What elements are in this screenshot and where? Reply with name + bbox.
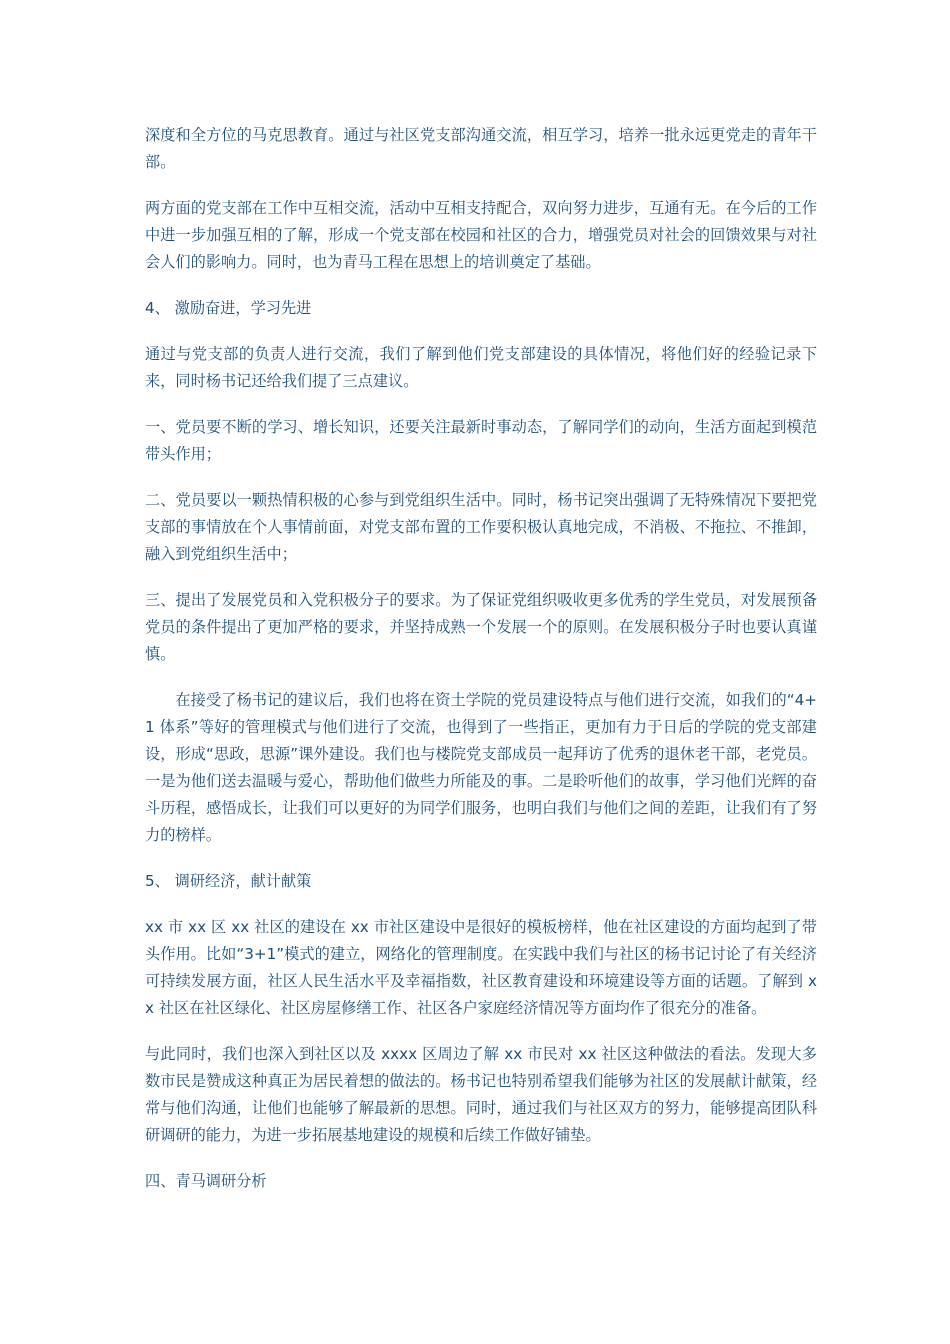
suggestion-1: 一、党员要不断的学习、增长知识，还要关注最新时事动态，了解同学们的动向，生活方面起到模范带头作用；	[145, 418, 817, 463]
paragraph-5: 与此同时，我们也深入到社区以及 xxxx 区周边了解 xx 市民对 xx 社区这种做法的看法。发现大多数市民是赞成这种真正为居民着想的做法的。杨书记也特别希望我们能够为社区的发展献计献策，经常与他们沟通，让他们也能够了解最新的思想。同时，通过我们与社区双方的努力，能够提高团队科研调研的能力，为进一步拓展基地建设的规模和后续工作做好铺垫。	[145, 1045, 817, 1144]
suggestion-3: 三、提出了发展党员和入党积极分子的要求。为了保证党组织吸收更多优秀的学生党员，对发展预备党员的条件提出了更加严格的要求，并坚持成熟一个发展一个的原则。在发展积极分子时也要认真谨慎。	[145, 591, 817, 663]
section-heading-four: 四、青马调研分析	[145, 1172, 267, 1190]
document-body	[145, 122, 817, 1214]
paragraph-4: xx 市 xx 区 xx 社区的建设在 xx 市社区建设中是很好的模板榜样，他在社区建设的方面均起到了带头作用。比如“3+1”模式的建立，网络化的管理制度。在实践中我们与社区的杨书记讨论了有关经济可持续发展方面，社区人民生活水平及幸福指数，社区教育建设和环境建设等方面的话题。了解到 xx 社区在社区绿化、社区房屋修缮工作、社区各户家庭经济情况等方面均作了很充分的准备。	[145, 918, 817, 1017]
paragraph-3: 通过与党支部的负责人进行交流，我们了解到他们党支部建设的具体情况，将他们好的经验记录下来，同时杨书记还给我们提了三点建议。	[145, 345, 817, 390]
suggestion-2: 二、党员要以一颗热情积极的心参与到党组织生活中。同时，杨书记突出强调了无特殊情况下要把党支部的事情放在个人事情前面，对党支部布置的工作要积极认真地完成，不消极、不拖拉、不推卸，融入到党组织生活中；	[145, 491, 817, 563]
section-heading-5: 5、 调研经济，献计献策	[145, 872, 312, 890]
section-heading-4: 4、 激励奋进，学习先进	[145, 299, 312, 317]
paragraph-2: 两方面的党支部在工作中互相交流，活动中互相支持配合，双向努力进步，互通有无。在今后的工作中进一步加强互相的了解，形成一个党支部在校园和社区的合力，增强党员对社会的回馈效果与对社会人们的影响力。同时，也为青马工程在思想上的培训奠定了基础。	[145, 199, 817, 271]
paragraph-indented: 在接受了杨书记的建议后，我们也将在资土学院的党员建设特点与他们进行交流，如我们的“4+1 体系”等好的管理模式与他们进行了交流，也得到了一些指正，更加有力于日后的学院的党支部建设，形成“思政，思源”课外建设。我们也与楼院党支部成员一起拜访了优秀的退休老干部，老党员。一是为他们送去温暖与爱心，帮助他们做些力所能及的事。二是聆听他们的故事，学习他们光辉的奋斗历程，感悟成长，让我们可以更好的为同学们服务，也明白我们与他们之间的差距，让我们有了努力的榜样。	[145, 691, 817, 844]
paragraph-1: 深度和全方位的马克思教育。通过与社区党支部沟通交流，相互学习，培养一批永远更党走的青年干部。	[145, 126, 817, 171]
